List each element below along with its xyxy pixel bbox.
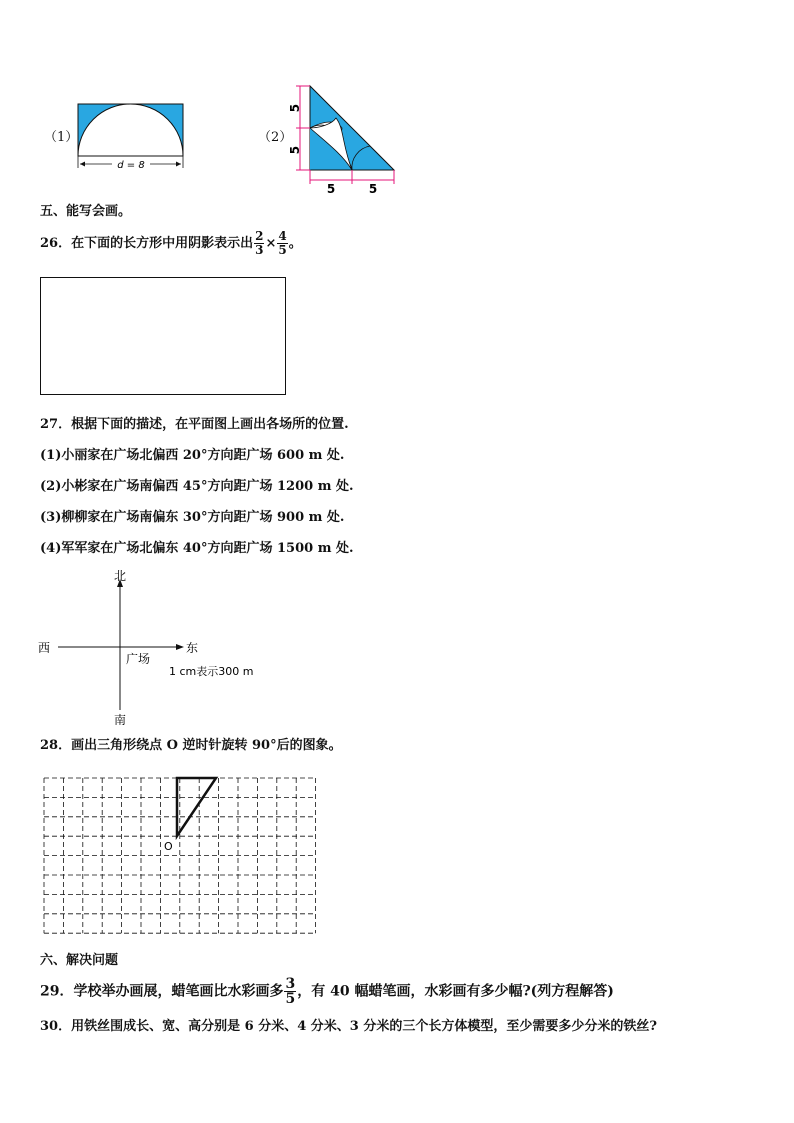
compass-scale-label: 1 cm表示300 m [169,665,254,678]
q26-suffix: 。 [288,236,302,251]
q30-text: 30．用铁丝围成长、宽、高分别是 6 分米、4 分米、3 分米的三个长方体模型，至少需要多少分米的铁丝? [40,1019,657,1034]
q29-suffix: ，有 40 幅蜡笔画，水彩画有多少幅?(列方程解答) [297,983,614,1000]
figure2-left-top-label: 5 [288,103,302,113]
q26-fraction-1 [254,230,264,257]
q27-item-3: (3)柳柳家在广场南偏东 30°方向距广场 900 m 处. [40,510,345,525]
q29-text [40,977,614,1006]
q28-title: 28．画出三角形绕点 O 逆时针旋转 90°后的图象。 [40,738,342,753]
q27-item-4: (4)军军家在广场北偏东 40°方向距广场 1500 m 处. [40,541,354,556]
q27-item-2: (2)小彬家在广场南偏西 45°方向距广场 1200 m 处. [40,479,354,494]
q29-fraction [284,977,296,1006]
q26-times: × [265,236,277,251]
figure2-bottom-right-label: 5 [368,182,378,196]
q26-answer-rectangle[interactable] [40,277,286,395]
q29-prefix: 29．学校举办画展，蜡笔画比水彩画多 [40,983,284,1000]
figure1-label: （1） [44,130,79,145]
figure2-left-bottom-label: 5 [288,145,302,155]
q27-title: 27．根据下面的描述，在平面图上画出各场所的位置. [40,417,349,432]
section6-title: 六、解决问题 [40,953,119,968]
q29-frac-den: 5 [285,991,296,1007]
q26-text [40,230,302,258]
q26-fraction-2 [277,230,287,257]
q26-frac2-den: 5 [278,243,287,257]
figure1-diameter-label: d = 8 [117,160,145,171]
q28-point-o-label: O [164,840,173,853]
compass-south-label: 南 [113,713,127,727]
q26-frac2-num: 4 [278,229,287,243]
section5-title: 五、能写会画。 [40,204,132,219]
compass-north-label: 北 [113,569,127,583]
q26-frac1-num: 2 [255,229,264,243]
q27-item-1: (1)小丽家在广场北偏西 20°方向距广场 600 m 处. [40,448,345,463]
figure1-semicircle-diagram [76,102,186,174]
compass-east-label: 东 [185,641,199,655]
q27-compass-plane[interactable] [30,565,280,730]
figure2-bottom-left-label: 5 [326,182,336,196]
q26-prefix: 26．在下面的长方形中用阴影表示出 [40,236,254,251]
figure2-label: （2） [258,130,293,145]
q28-grid[interactable] [40,774,320,936]
compass-west-label: 西 [37,641,51,655]
q28-triangle [177,778,216,836]
q29-frac-num: 3 [285,976,296,992]
compass-center-label: 广场 [126,652,151,666]
figure2-triangle-diagram [286,84,398,196]
q26-frac1-den: 3 [255,243,264,257]
